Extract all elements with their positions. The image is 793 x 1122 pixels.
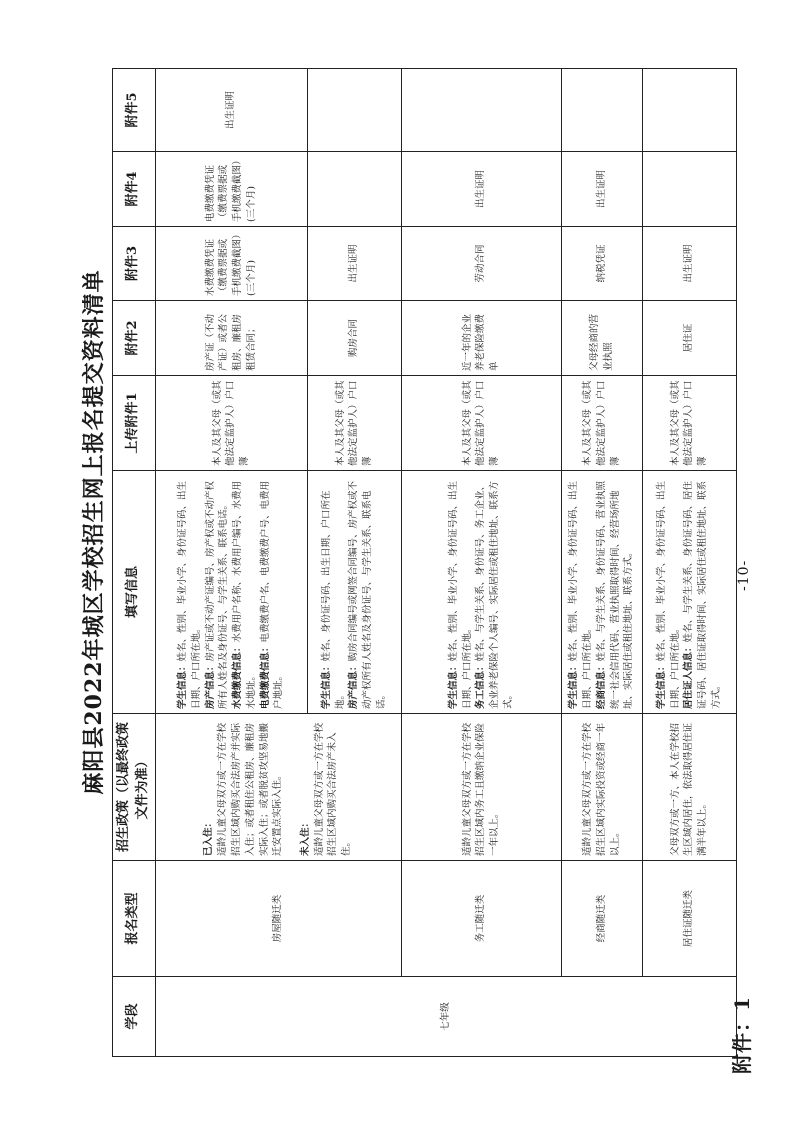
header-att3: 附件3 [113, 227, 156, 301]
att2-cell: 房产证（不动产证）或者公租房、廉租房租赁合同； [155, 301, 307, 376]
att4-cell: 出生证明 [401, 152, 561, 227]
info-label: 务工信息： [475, 661, 487, 709]
info-text: 水费用户名称、水费用户编号、水费用水地址。 [232, 480, 257, 709]
policy-cell: 适龄儿童父母双方或一方在学校招生区域内务工且缴纳企业保险一年以上。 [401, 714, 561, 861]
att3-cell: 纳税凭证 [561, 227, 642, 301]
submission-table [112, 68, 737, 1057]
page-title: 麻阳县2022年城区学校招生网上报名提交资料清单 [81, 269, 107, 795]
info-text: 房产证或不动产证编号、房产权或不动产权所有人姓名及身份证号、与学生关系、联系电话。 [204, 480, 230, 709]
att3-cell: 出生证明 [307, 227, 401, 301]
info-label: 学生信息： [655, 661, 667, 709]
info-text: 姓名、性别、毕业小学、身份证号码、出生日期、户口所在地。 [177, 480, 202, 709]
att5-cell [561, 69, 642, 152]
att1-cell: 本人及其父母（或其他法定监护人）户口簿 [155, 376, 307, 471]
header-info: 填写信息 [113, 471, 156, 714]
att5-cell [642, 69, 736, 152]
att3-cell: 劳动合同 [401, 227, 561, 301]
policy-label: 已入住： [203, 817, 215, 856]
info-text: 购房合同编号或网签合同编号、房产权或不动产权所有人姓名及身份证号、与学生关系、联系电话。 [348, 480, 387, 709]
info-label: 学生信息： [320, 661, 332, 709]
annex-label: 附件：1 [730, 996, 754, 1074]
policy-cell: 适龄儿童父母双方或一方在学校招生区域内实际投资或经商一年以上。 [561, 714, 642, 861]
info-text: 姓名、与学生关系、身份证号、务工企业、企业养老保险个人编号、实际居住或租住地址、联系方式。 [475, 480, 514, 709]
info-label: 水费缴费信息： [232, 642, 244, 709]
att5-cell: 出生证明 [155, 69, 307, 152]
header-grade: 学段 [113, 977, 156, 1057]
att2-cell: 父母经商的营业执照 [561, 301, 642, 376]
type-cell: 经商随迁类 [561, 861, 642, 977]
att3-cell: 水费缴费凭证（缴费票据或手机缴费截图）(三个月) [155, 227, 307, 301]
info-text: 电费缴费户名、电费缴费户号、电费用户地址。 [259, 480, 285, 709]
info-text: 姓名、身份证号码、出生日期、户口所在地。 [320, 490, 346, 709]
info-cell [307, 471, 401, 714]
att5-cell [307, 69, 401, 152]
policy-text: 适龄儿童父母双方或一方在学校招生区域内购买合法房产未入住。 [313, 722, 353, 856]
info-text: 姓名、与学生关系、身份证号码、居住证号码、居住证取得时间、实际居住或租住地址、联系方式。 [683, 480, 722, 709]
header-att5: 附件5 [113, 69, 156, 152]
info-label: 房产信息： [348, 661, 360, 709]
info-text: 姓名、性别、毕业小学、身份证号码、出生日期、户口所在地。 [447, 480, 473, 709]
policy-label: 未入住： [299, 817, 311, 856]
grade-cell: 七年级 [155, 977, 736, 1057]
header-att4: 附件4 [113, 152, 156, 227]
att3-cell: 出生证明 [642, 227, 736, 301]
info-label: 学生信息： [568, 661, 580, 709]
info-cell [155, 471, 307, 714]
att1-cell: 本人及其父母（或其他法定监护人）户口簿 [401, 376, 561, 471]
page-number: -10- [736, 559, 752, 591]
att1-cell: 本人及其父母（或其他法定监护人）户口簿 [561, 376, 642, 471]
att2-cell: 居住证 [642, 301, 736, 376]
att2-cell: 购房合同 [307, 301, 401, 376]
info-label: 电费缴费信息： [259, 642, 271, 709]
header-policy: 招生政策（以最终政策文件为准） [113, 714, 156, 861]
att4-cell: 电费缴费凭证（缴费票据或手机缴费截图）(三个月) [155, 152, 307, 227]
info-text: 姓名、性别、毕业小学、身份证号码、出生日期、户口所在地。 [568, 480, 594, 709]
header-row [113, 69, 156, 1057]
info-text: 姓名、性别、毕业小学、身份证号码、出生日期、户口所在地。 [655, 480, 681, 709]
type-cell: 居住证随迁类 [642, 861, 736, 977]
info-text: 姓名、与学生关系、身份证号码、营业执照统一社会信用代码、营业执照取得时间、经营场所地址、实际居住或租住地址、联系方式。 [595, 480, 635, 709]
att2-cell: 近一年的企业养老保险缴费单 [401, 301, 561, 376]
policy-cell: 父母双方或一方、本人在学校招生区域内居住，依法取得居住证满半年以上。 [642, 714, 736, 861]
type-cell: 房屋随迁类 [155, 861, 401, 977]
att4-cell [642, 152, 736, 227]
info-cell [561, 471, 642, 714]
policy-text: 适龄儿童父母双方或一方在学校招生区域内购买合法房产并实际入住；或者租住公租房、廉租房实际入住；或者脱贫攻坚易地搬迁安置点实际入住。 [217, 722, 284, 856]
info-cell [401, 471, 561, 714]
att4-cell [307, 152, 401, 227]
info-cell [642, 471, 736, 714]
header-type: 报名类型 [113, 861, 156, 977]
att5-cell [401, 69, 561, 152]
info-label: 居住证人信息： [683, 642, 695, 709]
att1-cell: 本人及其父母（或其他法定监护人）户口簿 [642, 376, 736, 471]
info-label: 经商信息： [595, 661, 607, 709]
header-att1: 上传附件1 [113, 376, 156, 471]
info-label: 房产信息： [204, 661, 216, 709]
header-att2: 附件2 [113, 301, 156, 376]
table-row [155, 69, 307, 1057]
table-row [561, 69, 642, 1057]
att1-cell: 本人及其父母（或其他法定监护人）户口簿 [307, 376, 401, 471]
table-row [401, 69, 561, 1057]
table-row [642, 69, 736, 1057]
info-label: 学生信息： [177, 661, 189, 709]
type-cell: 务工随迁类 [401, 861, 561, 977]
info-label: 学生信息： [447, 661, 459, 709]
policy-cell [155, 714, 401, 861]
att4-cell: 出生证明 [561, 152, 642, 227]
